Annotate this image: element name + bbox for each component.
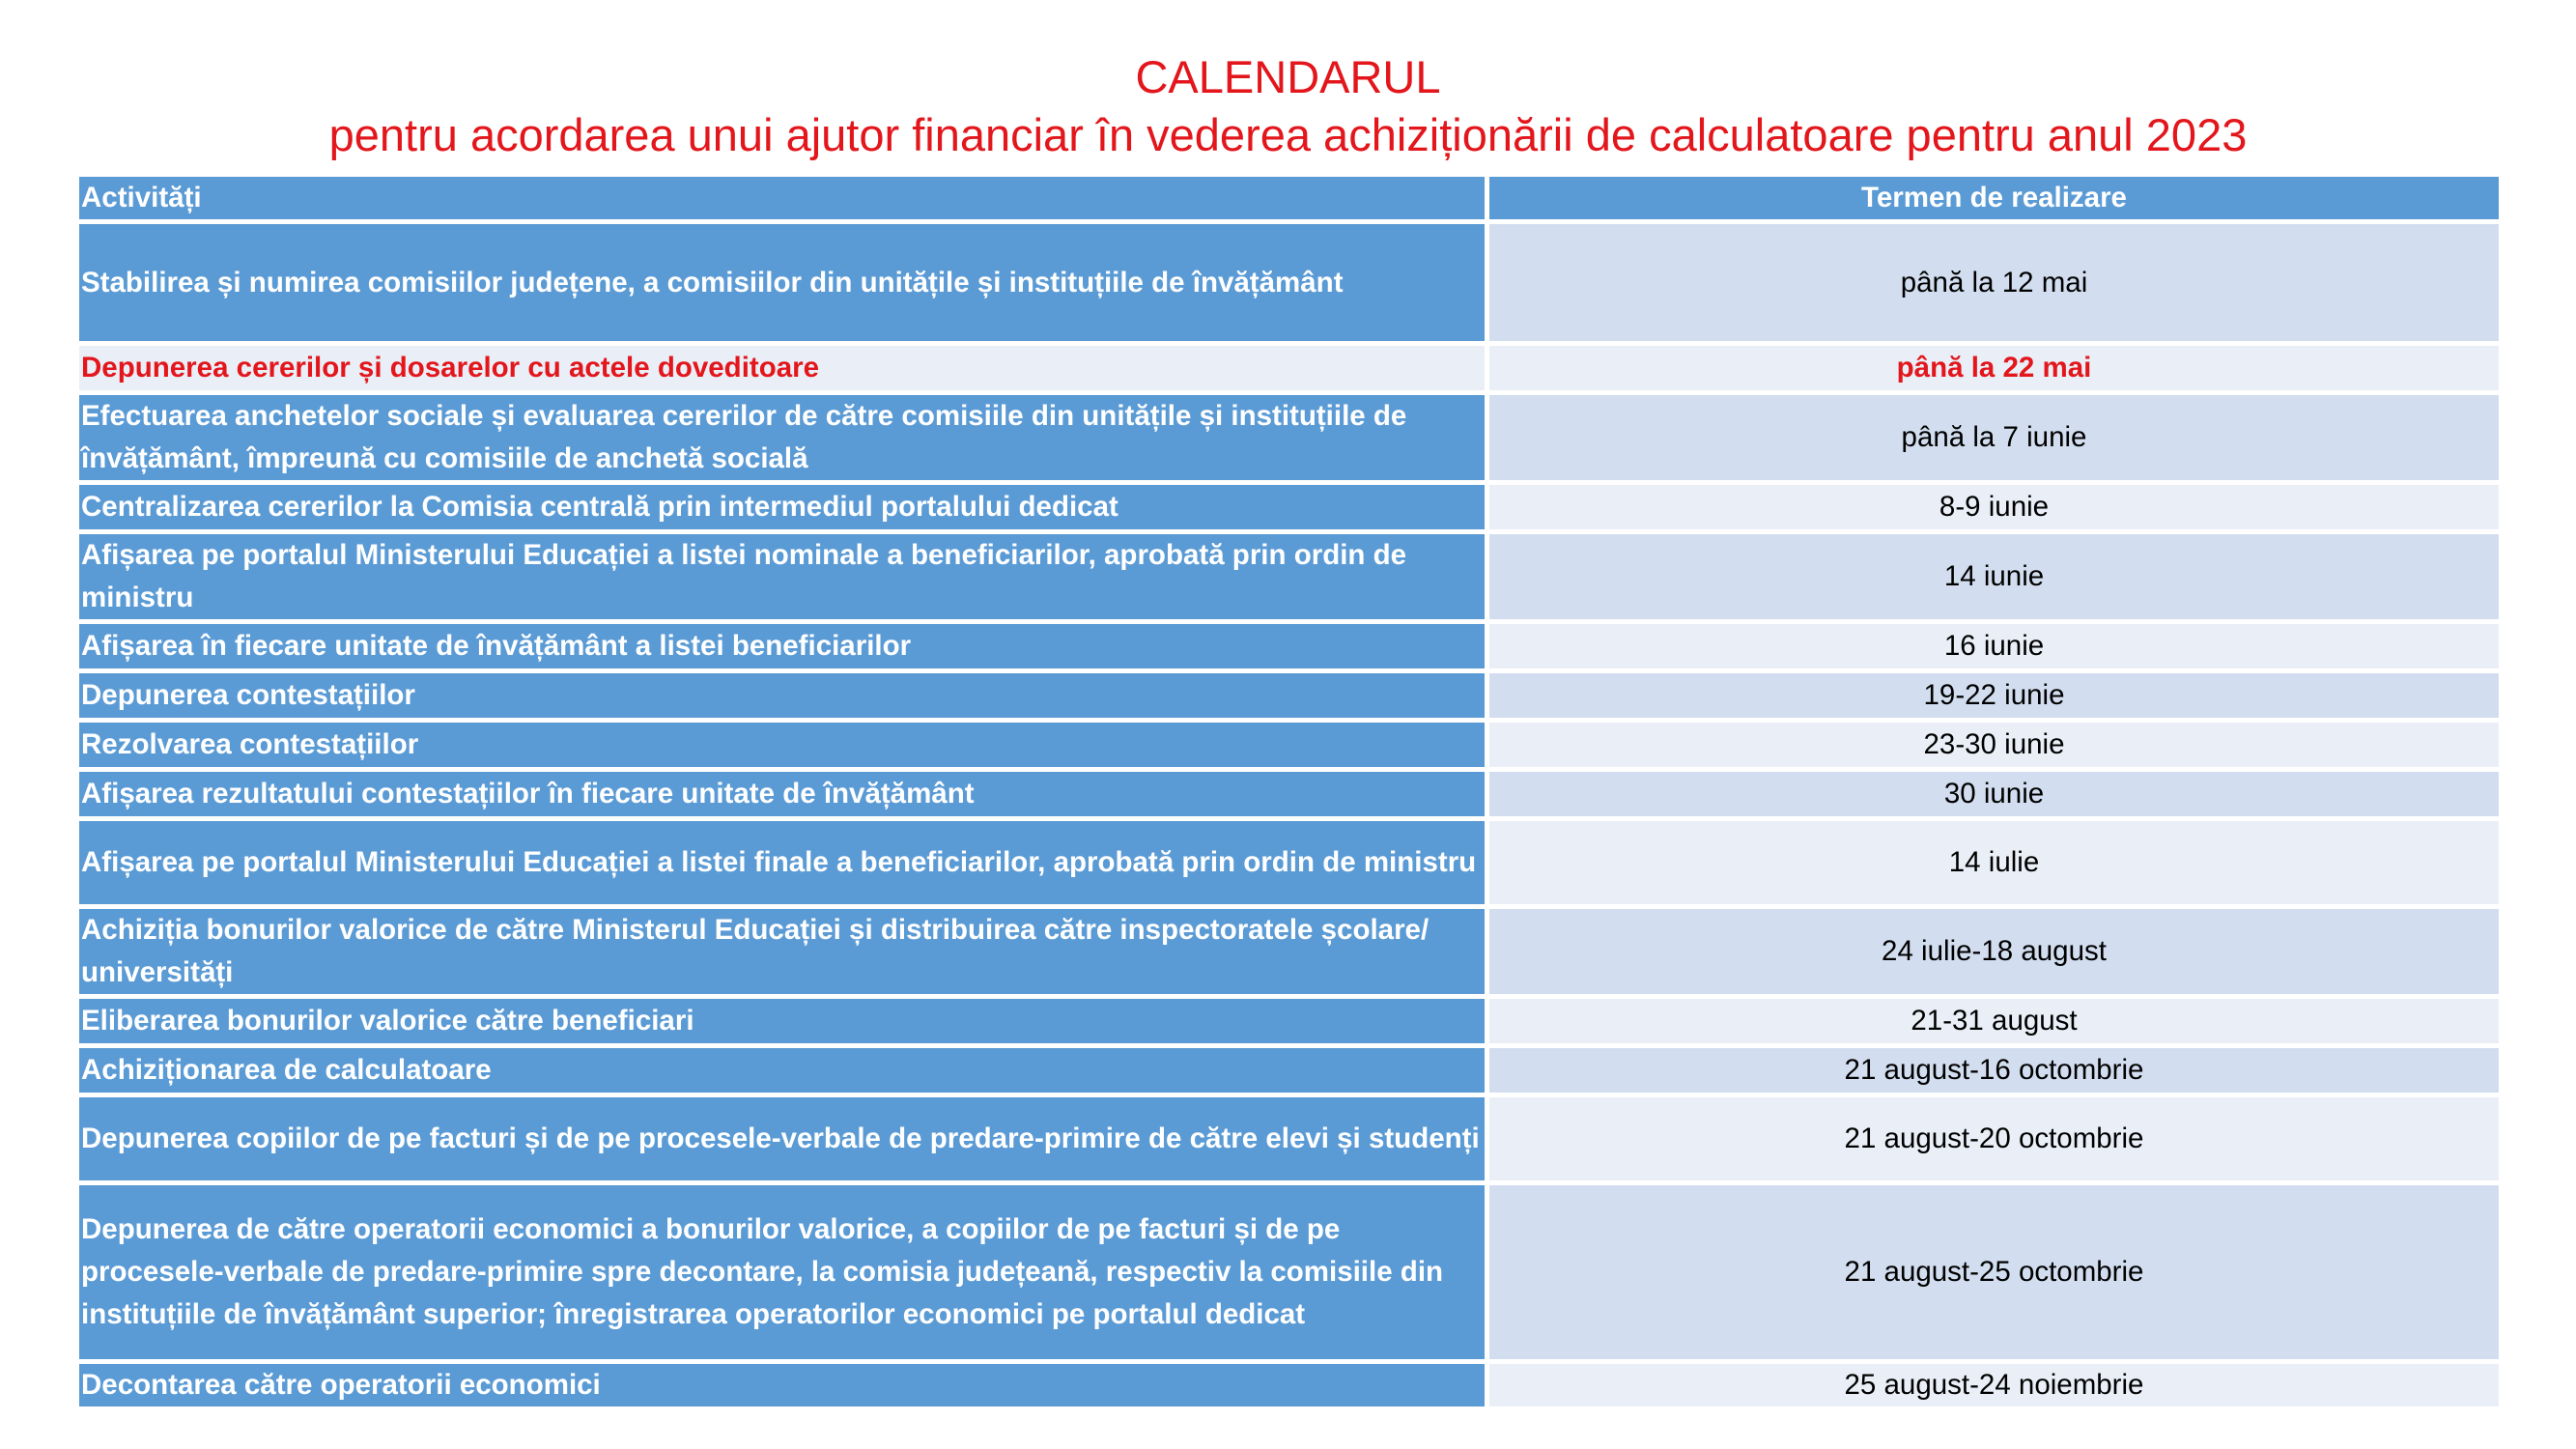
activity-cell: Depunerea copiilor de pe facturi și de pe procesele-verbale de predare-primire de către elevi și studenți [79, 1097, 1485, 1180]
activity-cell: Achiziția bonurilor valorice de către Ministerul Educației și distribuirea către inspectoratele școlare/ universități [79, 909, 1485, 994]
table-row [79, 772, 2499, 816]
activity-cell: Efectuarea anchetelor sociale și evaluarea cererilor de către comisiile din unitățile și instituțiile de învățământ, împreună cu comisiile de anchetă socială [79, 395, 1485, 480]
activity-cell: Afișarea pe portalul Ministerului Educației a listei finale a beneficiarilor, aprobată prin ordin de ministru [79, 821, 1485, 904]
activity-cell: Eliberarea bonurilor valorice către beneficiari [79, 999, 1485, 1043]
deadline-cell: 14 iulie [1489, 821, 2499, 904]
deadline-cell: 23-30 iunie [1489, 723, 2499, 767]
deadline-cell: 21 august-25 octombrie [1489, 1185, 2499, 1359]
column-header-activities: Activități [79, 177, 1485, 219]
activity-cell: Depunerea de către operatorii economici a bonurilor valorice, a copiilor de pe facturi și de pe procesele-verbale de predare-primire spre decontare, la comisia județeană, respectiv la comisiile din instituțiile de învățământ superior; înregistrarea operatorilor economici pe portalul dedicat [79, 1185, 1485, 1359]
table-row [79, 1185, 2499, 1359]
deadline-cell: 21 august-16 octombrie [1489, 1048, 2499, 1093]
deadline-cell: 19-22 iunie [1489, 673, 2499, 718]
deadline-cell: până la 7 iunie [1489, 395, 2499, 480]
deadline-cell: până la 12 mai [1489, 224, 2499, 341]
title-line-2: pentru acordarea unui ajutor financiar în vederea achiziționării de calculatoare pentru anul 2023 [328, 109, 2248, 160]
column-header-deadline: Termen de realizare [1489, 177, 2499, 219]
table-row [79, 1364, 2499, 1406]
deadline-cell: 24 iulie-18 august [1489, 909, 2499, 994]
table-row [79, 723, 2499, 767]
activity-cell: Afișarea rezultatului contestațiilor în fiecare unitate de învățământ [79, 772, 1485, 816]
table-row [79, 534, 2499, 619]
table-row [79, 909, 2499, 994]
activity-cell: Afișarea în fiecare unitate de învățământ a listei beneficiarilor [79, 624, 1485, 668]
activity-cell: Centralizarea cererilor la Comisia centrală prin intermediul portalului dedicat [79, 485, 1485, 529]
table-row [79, 485, 2499, 529]
table-row [79, 1097, 2499, 1180]
deadline-cell: 25 august-24 noiembrie [1489, 1364, 2499, 1406]
deadline-cell: 21-31 august [1489, 999, 2499, 1043]
table-row [79, 395, 2499, 480]
deadline-cell: 21 august-20 octombrie [1489, 1097, 2499, 1180]
table-row [79, 673, 2499, 718]
activity-cell: Stabilirea și numirea comisiilor județene, a comisiilor din unitățile și instituțiile de învățământ [79, 224, 1485, 341]
deadline-cell: 16 iunie [1489, 624, 2499, 668]
table-row-highlighted [79, 346, 2499, 390]
activity-cell: Depunerea cererilor și dosarelor cu actele doveditoare [79, 346, 1485, 390]
deadline-cell: 30 iunie [1489, 772, 2499, 816]
title-line-1: CALENDARUL [1135, 51, 1441, 102]
deadline-cell: 14 iunie [1489, 534, 2499, 619]
table-row [79, 1048, 2499, 1093]
calendar-table [74, 172, 2504, 1411]
deadline-cell: până la 22 mai [1489, 346, 2499, 390]
table-row [79, 821, 2499, 904]
activity-cell: Achiziționarea de calculatoare [79, 1048, 1485, 1093]
activity-cell: Rezolvarea contestațiilor [79, 723, 1485, 767]
page-title [0, 48, 2576, 164]
activity-cell: Decontarea către operatorii economici [79, 1364, 1485, 1406]
table-row [79, 624, 2499, 668]
activity-cell: Afișarea pe portalul Ministerului Educației a listei nominale a beneficiarilor, aprobată prin ordin de ministru [79, 534, 1485, 619]
table-row [79, 999, 2499, 1043]
table-header-row [79, 177, 2499, 219]
table-row [79, 224, 2499, 341]
activity-cell: Depunerea contestațiilor [79, 673, 1485, 718]
deadline-cell: 8-9 iunie [1489, 485, 2499, 529]
